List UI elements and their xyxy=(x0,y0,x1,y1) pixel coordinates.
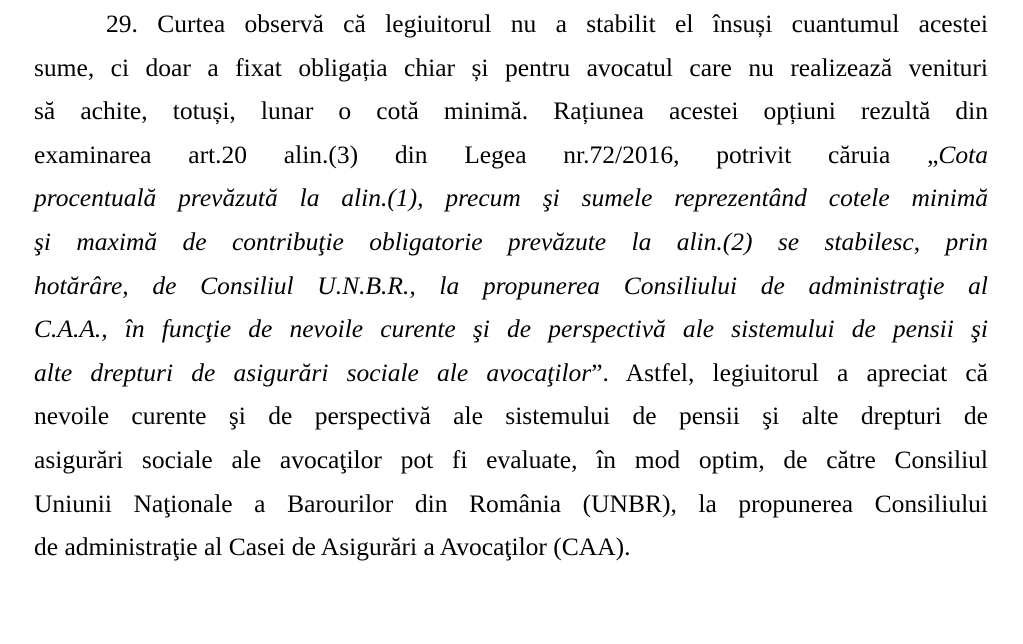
text-segment: asigurări sociale ale avocaţilor pot fi evaluate, în mod optim, de către Consiliul xyxy=(34,444,988,474)
text-segment: 29. Curtea observă că legiuitorul nu a stabilit el însuși cuantumul acestei xyxy=(106,9,988,38)
text-line xyxy=(34,89,988,133)
text-segment: procentuală prevăzută la alin.(1), precum şi sumele reprezentând cotele minimă xyxy=(34,183,988,213)
quoted-text-segment: alte drepturi de asigurări sociale ale avocaţilor xyxy=(34,357,592,387)
paragraph-29 xyxy=(34,2,988,569)
text-line xyxy=(34,525,988,569)
text-segment: C.A.A., în funcţie de nevoile curente şi de perspectivă ale sistemului de pensii şi xyxy=(34,314,988,344)
text-line xyxy=(34,2,988,46)
quoted-text-segment: Cota xyxy=(938,139,988,169)
quoted-text-line xyxy=(34,220,988,264)
text-segment: ”. Astfel, legiuitorul a apreciat că xyxy=(591,357,988,387)
text-line xyxy=(34,351,988,395)
text-line xyxy=(34,394,988,438)
text-segment: să achite, totuși, lunar o cotă minimă. Rațiunea acestei opțiuni rezultă din xyxy=(34,96,988,126)
text-segment: Uniunii Naţionale a Barourilor din România (UNBR), la propunerea Consiliului xyxy=(34,488,988,518)
text-line xyxy=(34,438,988,482)
text-segment: de administraţie al Casei de Asigurări a Avocaţilor (CAA). xyxy=(34,532,631,562)
text-segment: sume, ci doar a fixat obligația chiar și pentru avocatul care nu realizează venituri xyxy=(34,52,988,82)
text-line xyxy=(34,46,988,90)
quoted-text-line xyxy=(34,176,988,220)
quoted-text-line xyxy=(34,307,988,351)
text-line xyxy=(34,482,988,526)
quoted-text-line xyxy=(34,264,988,308)
text-segment: şi maximă de contribuţie obligatorie prevăzute la alin.(2) se stabilesc, prin xyxy=(34,226,988,256)
text-segment: hotărâre, de Consiliul U.N.B.R., la propunerea Consiliului de administraţie al xyxy=(34,270,988,300)
text-segment: nevoile curente şi de perspectivă ale sistemului de pensii şi alte drepturi de xyxy=(34,401,988,431)
text-line xyxy=(34,133,988,177)
text-segment: examinarea art.20 alin.(3) din Legea nr.72/2016, potrivit căruia „ xyxy=(34,139,939,169)
